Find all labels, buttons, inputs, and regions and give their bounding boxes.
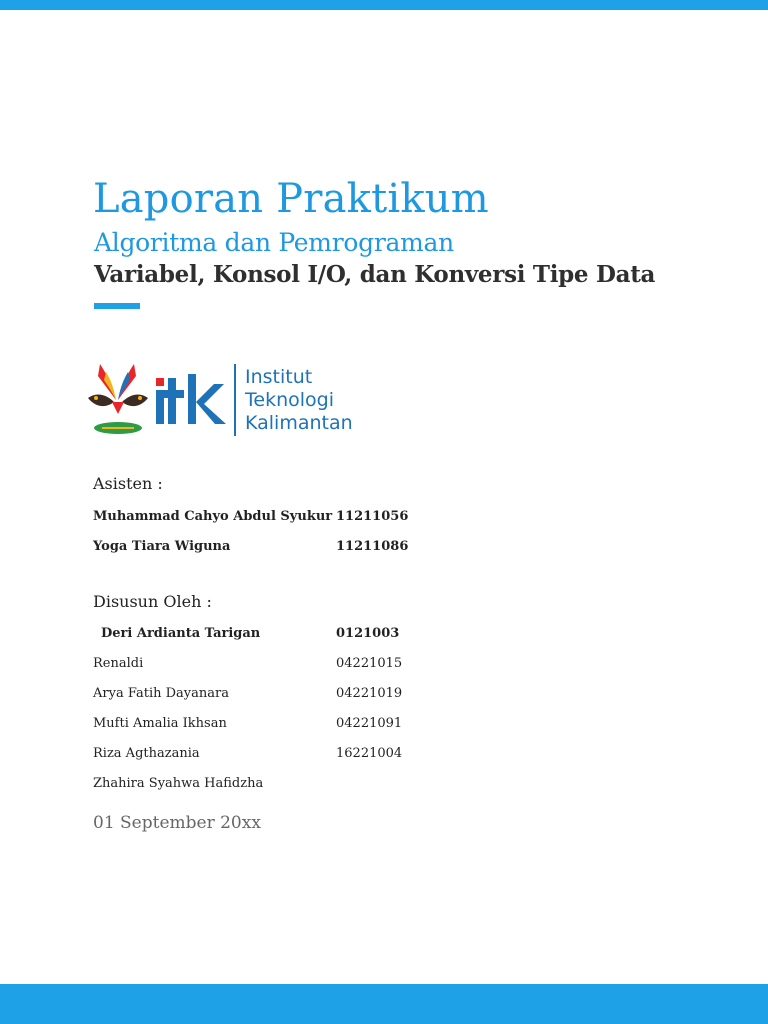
penyusun-id: 04221091 (336, 716, 403, 731)
penyusun-name: Riza Agthazania (93, 746, 200, 761)
asisten-id: 11211086 (336, 539, 409, 554)
penyusun-name: Mufti Amalia Ikhsan (93, 716, 227, 731)
penyusun-name: Renaldi (93, 656, 144, 671)
course-subtitle: Algoritma dan Pemrograman (94, 228, 454, 257)
asisten-id: 11211056 (336, 509, 409, 524)
report-topic: Variabel, Konsol I/O, dan Konversi Tipe Data (94, 261, 656, 288)
penyusun-name: Arya Fatih Dayanara (93, 686, 229, 701)
institution-line-3: Kalimantan (245, 412, 353, 434)
title-accent-line (94, 303, 140, 309)
itk-wordmark-icon (156, 374, 226, 424)
penyusun-name: Zhahira Syahwa Hafidzha (93, 776, 264, 791)
penyusun-id: 04221015 (336, 656, 403, 671)
report-date: 01 September 20xx (93, 813, 261, 833)
institution-name (245, 366, 353, 435)
penyusun-name: Deri Ardianta Tarigan (101, 626, 261, 641)
penyusun-id: 0121003 (336, 626, 400, 641)
penyusun-id: 04221019 (336, 686, 403, 701)
logo-divider (234, 364, 236, 436)
asisten-name: Yoga Tiara Wiguna (93, 539, 231, 554)
penyusun-label: Disusun Oleh : (93, 592, 212, 611)
hornbill-emblem-icon (88, 364, 148, 434)
asisten-label: Asisten : (93, 474, 163, 493)
report-title: Laporan Praktikum (93, 176, 489, 222)
top-accent-bar (0, 0, 768, 10)
bottom-accent-bar (0, 984, 768, 1024)
asisten-name: Muhammad Cahyo Abdul Syukur (93, 509, 333, 524)
penyusun-id: 16221004 (336, 746, 403, 761)
institution-line-2: Teknologi (245, 389, 334, 411)
institution-line-1: Institut (245, 366, 313, 388)
